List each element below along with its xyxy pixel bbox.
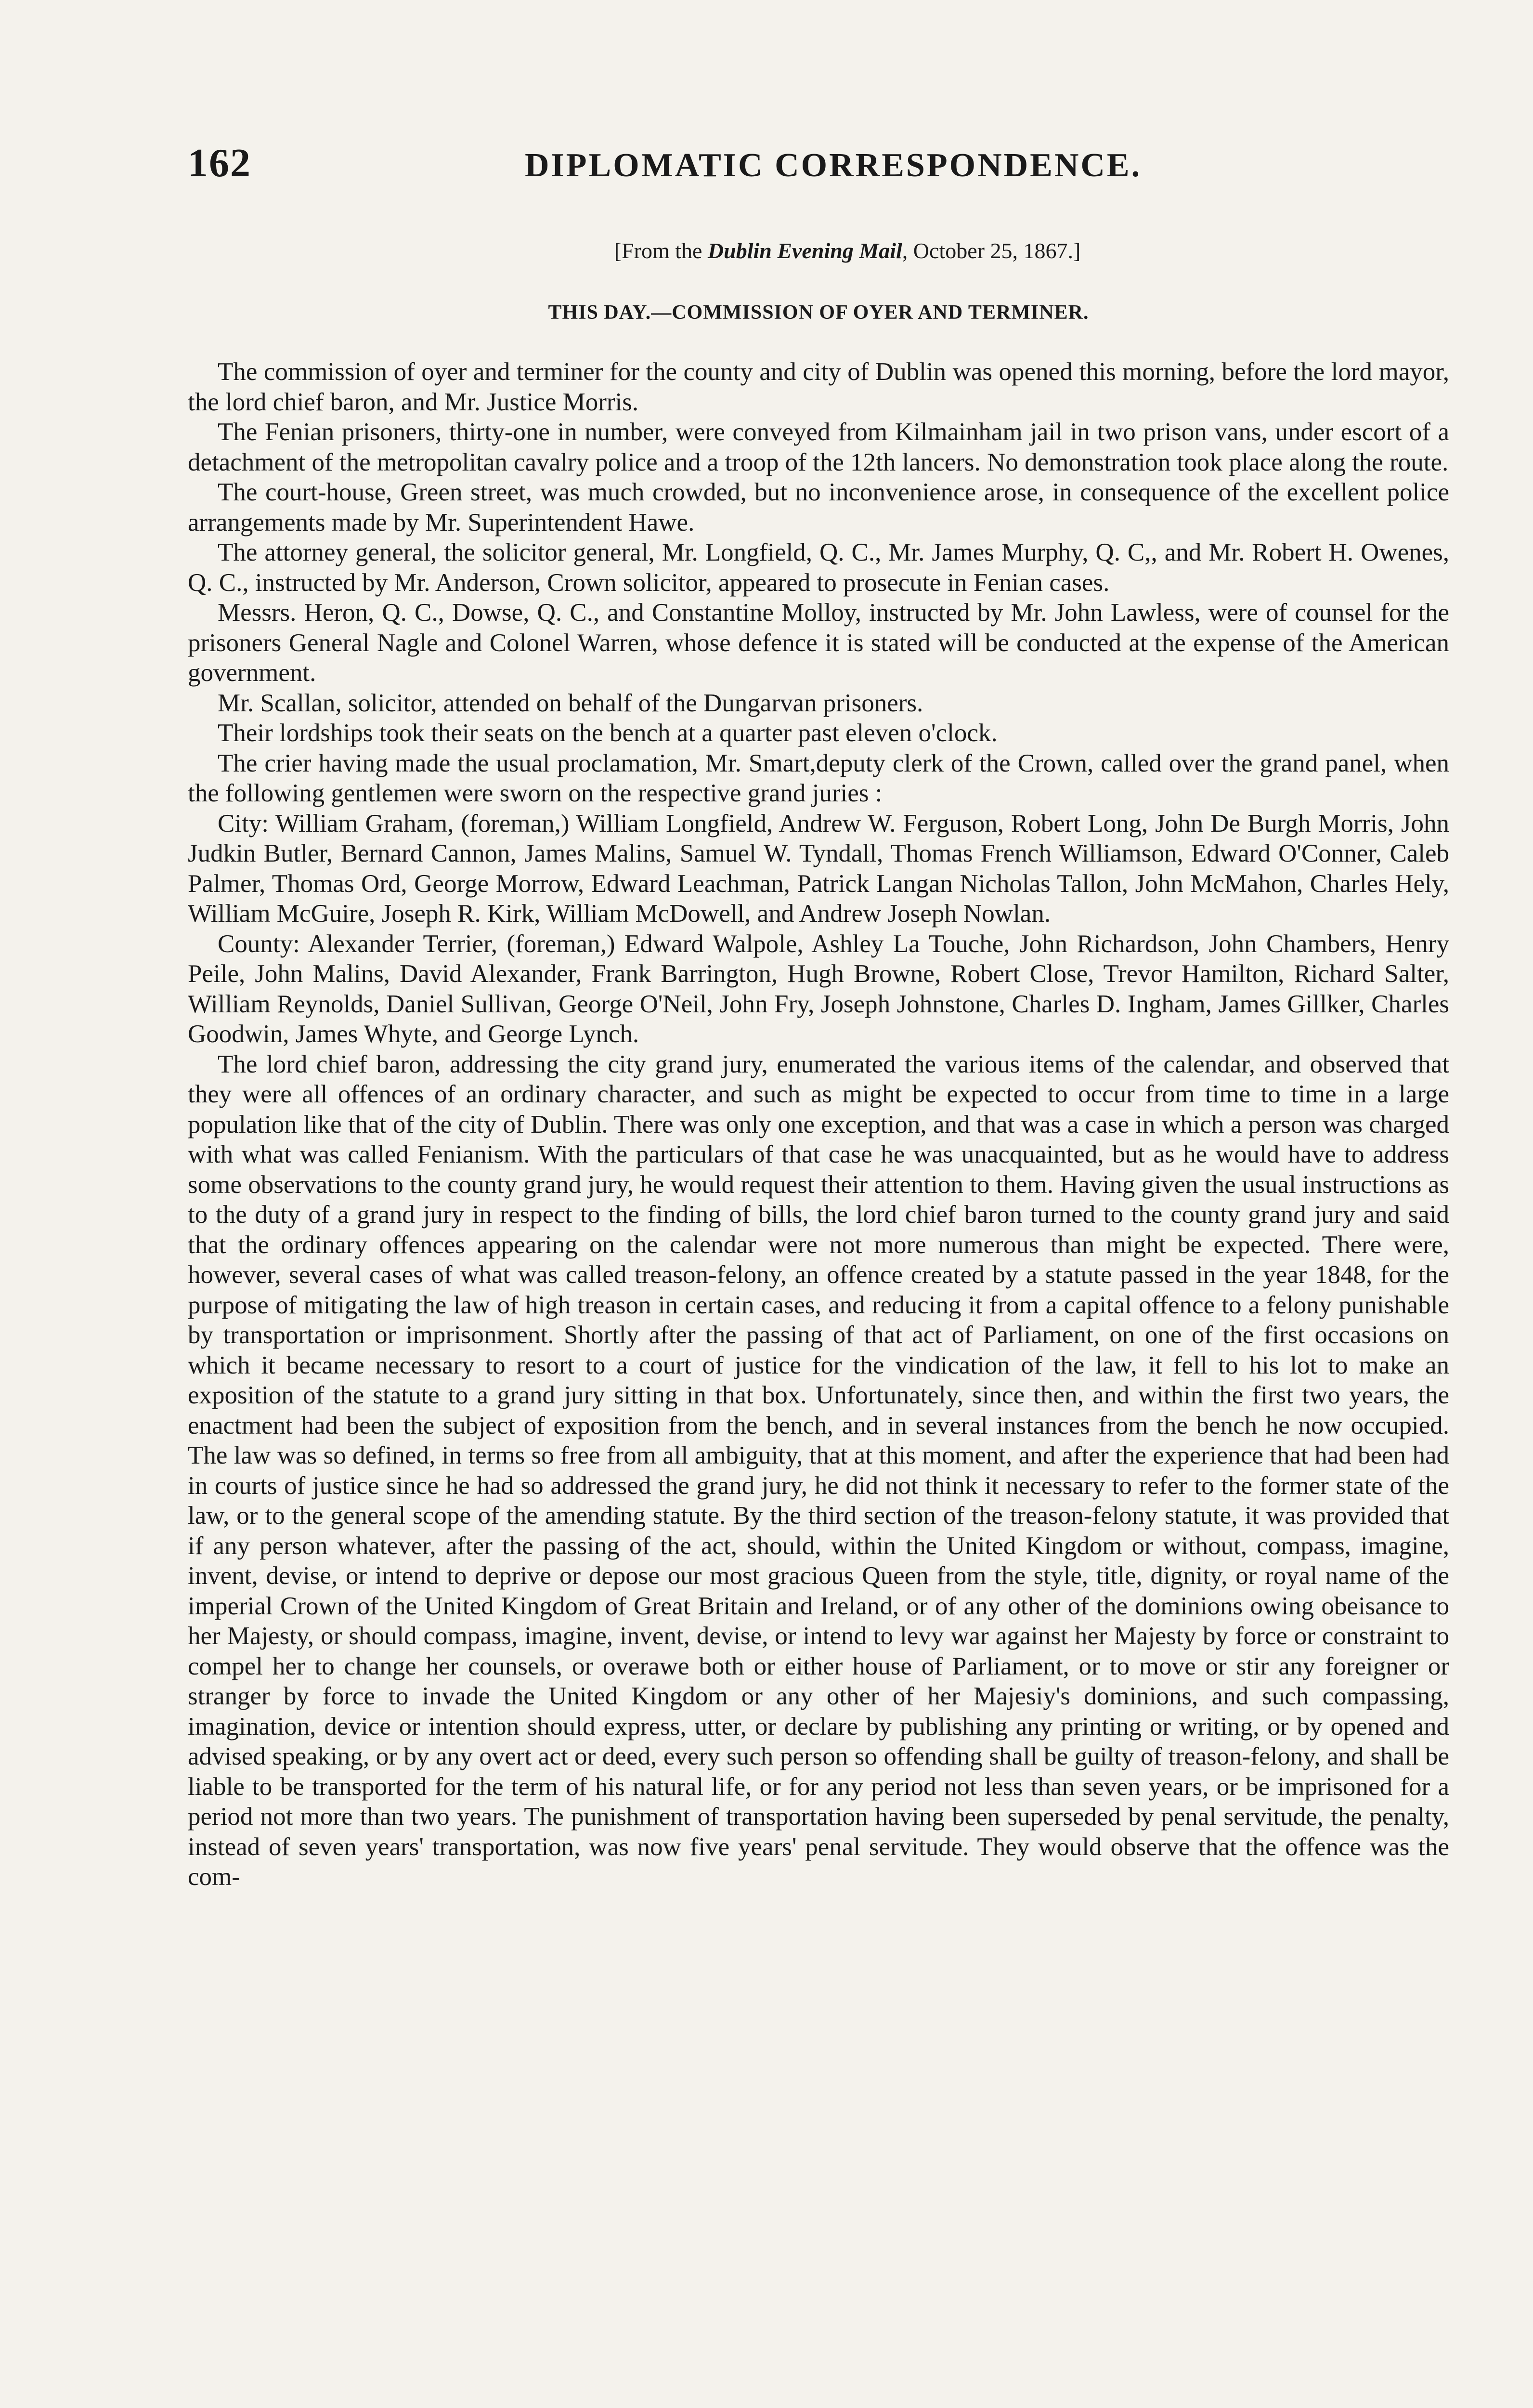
running-head: DIPLOMATIC CORRESPONDENCE. (525, 147, 1142, 184)
page-number: 162 (188, 141, 251, 185)
paragraph-lordships: Their lordships took their seats on the bench at a quarter past eleven o'clock. (218, 719, 998, 747)
paragraph-city-jury: City: William Graham, (foreman,) William Longfield, Andrew W. Ferguson, Robert Long, John De Burgh Morris, John Judkin Butler, Bernard Cannon, James Malins, Samuel W. Tyndall, Thomas French Williamson, Edward O'Conner, Caleb Palmer, Thomas Ord, George Morrow, Edward Leachman, Patrick Langan Nicholas Tallon, John McMahon, Charles Hely, William McGuire, Joseph R. Kirk, William McDowell, and Andrew Joseph Nowlan. (188, 809, 1449, 928)
article-body (188, 357, 1449, 1892)
paragraph-opening: The commission of oyer and terminer for the county and city of Dublin was opened this morning, before the lord mayor, the lord chief baron, and Mr. Justice Morris. (188, 358, 1449, 416)
paragraph-solicitor: Mr. Scallan, solicitor, attended on behalf of the Dungarvan prisoners. (218, 689, 923, 717)
article-heading: THIS DAY.—COMMISSION OF OYER AND TERMINER. (548, 301, 1089, 324)
source-newspaper: Dublin Evening Mail (707, 238, 902, 263)
paragraph-court-house: The court-house, Green street, was much crowded, but no inconvenience arose, in consequence of the excellent police arrangements made by Mr. Superintendent Hawe. (188, 478, 1449, 537)
paragraph-proclamation: The crier having made the usual proclamation, Mr. Smart,deputy clerk of the Crown, called over the grand panel, when the following gentlemen were sworn on the respective grand juries : (188, 749, 1449, 807)
paragraph-county-jury: County: Alexander Terrier, (foreman,) Edward Walpole, Ashley La Touche, John Richardson, John Chambers, Henry Peile, John Malins, David Alexander, Frank Barrington, Hugh Browne, Robert Close, Trevor Hamilton, Richard Salter, William Reynolds, Daniel Sullivan, George O'Neil, John Fry, Joseph Johnstone, Charles D. Ingham, James Gillker, Charles Goodwin, James Whyte, and George Lynch. (188, 929, 1449, 1048)
source-prefix: [From the (614, 238, 708, 263)
paragraph-prisoners: The Fenian prisoners, thirty-one in number, were conveyed from Kilmainham jail in two prison vans, under escort of a detachment of the metropolitan cavalry police and a troop of the 12th lancers. No demonstration took place along the route. (188, 418, 1449, 476)
document-page (188, 140, 1449, 1892)
source-date: , October 25, 1867.] (902, 238, 1081, 263)
page-header (188, 140, 1449, 202)
paragraph-prosecution: The attorney general, the solicitor general, Mr. Longfield, Q. C., Mr. James Murphy, Q. C,, and Mr. Robert H. Owenes, Q. C., instructed by Mr. Anderson, Crown solicitor, appeared to prosecute in Fenian cases. (188, 538, 1449, 597)
paragraph-defence: Messrs. Heron, Q. C., Dowse, Q. C., and Constantine Molloy, instructed by Mr. John Lawless, were of counsel for the prisoners General Nagle and Colonel Warren, whose defence it is stated will be conducted at the expense of the American government. (188, 599, 1449, 687)
source-citation (188, 238, 1449, 263)
paragraph-chief-baron-address: The lord chief baron, addressing the city grand jury, enumerated the various items of the calendar, and observed that they were all offences of an ordinary character, and such as might be expected to occur from time to time in a large population like that of the city of Dublin. There was only one exception, and that was a case in which a person was charged with what was called Fenianism. With the particulars of that case he was unacquainted, but as he would have to address some observations to the county grand jury, he would request their attention to them. Having given the usual instructions as to the duty of a grand jury in respect to the finding of bills, the lord chief baron turned to the county grand jury and said that the ordinary offences appearing on the calendar were not more numerous than might be expected. There were, however, several cases of what was called treason-felony, an offence created by a statute passed in the year 1848, for the purpose of mitigating the law of high treason in certain cases, and reducing it from a capital offence to a felony punishable by transportation or imprisonment. Shortly after the passing of that act of Parliament, on one of the first occasions on which it became necessary to resort to a court of justice for the vindication of the law, it fell to his lot to make an exposition of the statute to a grand jury sitting in that box. Unfortunately, since then, and within the first two years, the enactment had been the subject of exposition from the bench, and in several instances from the bench he now occupied. The law was so defined, in terms so free from all ambiguity, that at this moment, and after the experience that had been had in courts of justice since he had so addressed the grand jury, he did not think it necessary to refer to the former state of the law, or to the general scope of the amending statute. By the third section of the treason-felony statute, it was provided that if any person whatever, after the passing of the act, should, within the United Kingdom or without, compass, imagine, invent, devise, or intend to deprive or depose our most gracious Queen from the style, title, dignity, or royal name of the imperial Crown of the United Kingdom of Great Britain and Ireland, or of any other of the dominions owing obeisance to her Majesty, or should compass, imagine, invent, devise, or intend to levy war against her Majesty by force or constraint to compel her to change her counsels, or overawe both or either house of Parliament, or to move or stir any foreigner or stranger by force to invade the United Kingdom or any other of her Majesiy's dominions, and such compassing, imagination, device or intention should express, utter, or declare by publishing any printing or writing, or by opened and advised speaking, or by any overt act or deed, every such person so offending shall be guilty of treason-felony, and shall be liable to be transported for the term of his natural life, or for any period not less than seven years, or be imprisoned for a period not more than two years. The punishment of transportation having been superseded by penal servitude, the penalty, instead of seven years' transportation, was now five years' penal servitude. They would observe that the offence was the com- (188, 1050, 1449, 1891)
